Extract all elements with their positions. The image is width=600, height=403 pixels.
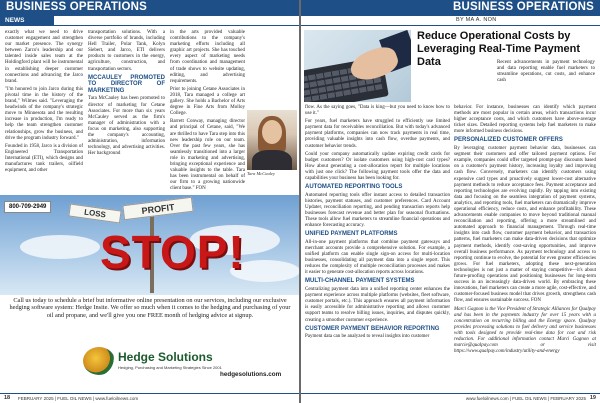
author-byline: BY MA A. NON	[456, 17, 497, 23]
left-column-1	[5, 30, 83, 176]
left-section-title: BUSINESS OPERATIONS	[6, 1, 147, 13]
right-subheader	[301, 16, 600, 26]
right-section-title: BUSINESS OPERATIONS	[453, 1, 594, 13]
left-page	[0, 0, 299, 403]
left-header-bar	[0, 0, 299, 16]
paragraph: Barrett Conway, managing director and principal of Cetane, said, "We are thrilled to have Tara step into this new leadership role on our team. Over the past few years, she has seamlessly transitioned into a larger role in marketing and advertising, bringing exceptional experience and valuable insights to the table. Tara has been instrumental on behalf of our firm to a growing nationwide client base." FON	[170, 119, 245, 192]
section-heading: AUTOMATED REPORTING TOOLS	[305, 184, 403, 191]
paragraph: Payment data can be analyzed to reveal insights into customer	[305, 334, 430, 340]
paragraph: Recent advancements in payment technology and data reporting enable fuel marketers to streamline operations, cut costs, and enhance cash	[497, 60, 595, 84]
paragraph: For years, fuel marketers have struggled to efficiently use limited payment data for receivables reconciliation. But with today's advanced payment platforms, companies can now track payments in real time, providing valuable insights into cash flow, overdue payments, and customer behavior trends.	[305, 119, 450, 149]
footer-info: FEBRUARY 2025 | FUEL OIL NEWS | www.fueloilnews.com	[18, 396, 139, 401]
news-tag: NEWS	[0, 16, 54, 26]
ad-website-link[interactable]: hedgesolutions.com	[220, 371, 282, 378]
photo-face	[262, 120, 282, 144]
article-photo-keyboard	[304, 30, 411, 102]
right-header-bar	[301, 0, 600, 16]
left-footer	[0, 393, 299, 401]
ad-brand-name: Hedge Solutions	[118, 350, 213, 364]
right-column-1	[305, 105, 450, 342]
left-subheader	[0, 16, 299, 26]
hedge-solutions-ad[interactable]	[0, 195, 299, 395]
paragraph: Tara McCauley has been promoted to director of marketing for Cetane Associates. For more than six years McCauley served as the firm's manager of administration with a focus on marketing, also supporting the company's accounting, administration, information technology, and advertising activities. Her background	[88, 96, 165, 157]
paragraph: Prior to joining Cetane Associates in 2018, Tara managed a college art gallery. She holds a Bachelor of Arts degree in Fine Arts from Molloy College.	[170, 86, 245, 117]
paragraph: Founded in 1958, Jarco is a division of Engineered Transportation International (ETI), which designs and manufactures tank trailers, oilfield equipment, and other	[5, 143, 83, 174]
headshot-photo	[247, 110, 297, 170]
stop-headline: STOP!	[100, 226, 245, 278]
paragraph: By leveraging customer payment behavior data, businesses can segment their customers and offer tailored payment options. For example, companies could offer targeted prompt-pay discounts based on a customer's payment history, increasing loyalty and improving cash flow. Conversely, marketers can identify customers using expensive card types and proactively suggest lower-cost alternative payment methods to reduce acceptance fees. Payment acceptance and reporting technologies are evolving rapidly. By tapping into existing data and focusing on the seamless integration of payment systems, analytics, and reporting tools, fuel marketers can dramatically improve operational efficiency, reduce costs, and enhance profitability. These advancements enable companies to move beyond traditional manual reconciliation and reporting, offering a more streamlined and automated approach to financial management. Through real-time insights into cash flow, customer payment behavior, and transaction patterns, fuel marketers can make data-driven decisions that optimize payment methods, identify cost-saving opportunities, and improve overall business performance. As payment technology and access to reporting continue to evolve, the potential for even greater efficiencies grows. For fuel marketers, adopting these next-generation technologies is not just a matter of staying competitive—it's about future-proofing operations and positioning businesses for long-term success in an increasingly data-driven world. By embracing these innovations, fuel marketers can create a more agile, cost-effective, and customer-focused business model that drives growth, strengthens cash flow, and ensures sustainable success. FON	[454, 146, 596, 304]
left-column-3	[170, 30, 245, 194]
intro-column	[497, 60, 595, 86]
section-heading: CUSTOMER PAYMENT BEHAVIOR REPORTING	[305, 325, 440, 332]
paragraph: "I'm honored to join Jarco during this pivotal time in the history of the brand," Wilmes said. "Leveraging the headwinds of the company's strategic move to Minnesota and the resulting increase in production, I'm ready to help the team strengthen customer relationships, grow the business, and drive the program industry forward."	[5, 86, 83, 141]
paragraph: transportation solutions. With a diverse portfolio of brands, including Hell Trailer, Polar Tank, Kolyn Siebert, and Jarco, ETI delivers products to customers in the energy, agriculture, construction, and transportation sectors.	[88, 30, 165, 72]
hedge-solutions-logo-icon	[83, 347, 115, 375]
ad-body-text: Call us today to schedule a brief but informative online presentation on our services, including our exclusive hedging software system: Hedge Insite. We offer so much when it comes to the hedging and purchasing of your oil and propane, and we'll give you one FREE month of hedging advice at signup.	[9, 297, 291, 319]
section-heading: MCCAULEY PROMOTED TO DIRECTOR OF MARKETING	[88, 74, 165, 94]
paragraph: Automated reporting tools offer instant access to detailed transaction histories, payment statuses, and customer preferences. Card Account Updater, reconciliation reporting, and pending transaction reports help businesses forecast revenue and better plan for seasonal fluctuations. These tools allow fuel marketers to streamline financial operations and enhance forecasting accuracy.	[305, 192, 450, 229]
article-headline: Reduce Operational Costs by Leveraging Real-Time Payment Data	[417, 30, 581, 68]
paragraph: All-in-one payment platforms that combine payment gateways and merchant accounts provide a comprehensive solution. For example, a unified platform can enable single sign-on access for multi-location businesses, consolidating all payment data into a single report. This reduces the complexity of multiple reconciliation processes and makes it easier to generate cost-allocation reports across locations.	[305, 239, 450, 276]
section-heading: PERSONALIZED CUSTOMER OFFERS	[454, 137, 563, 144]
paragraph: behavior. For instance, businesses can identify which payment methods are most popular in certain areas, which transactions incur higher acceptance costs, and which customers have above-average ticket sizes. Detailed reporting systems help fuel marketers to make more informed business decisions.	[454, 105, 596, 135]
author-bio: Marci Gagnon is the Vice President of Strategic Alliances for Qualpay and has been in the payments industry for over 15 years with a concentration on recurring billing and the Energy space. Qualpay provides processing solutions to fuel delivery and service businesses with tools designed to provide real-time data for cost and risk reduction. For additional information contact Marci Gagnon at marcie@qualpay.com or visit https://www.qualpay.com/industry/utility-and-energy	[454, 306, 596, 355]
paragraph: exactly what we need to drive customer engagement and strengthen our market presence. The synergy between Zarco's leadership and our talented inside sales team at the Holdingford plant will be instrumental in establishing deeper customer connections and advancing the Jarco brand.	[5, 30, 83, 84]
paragraph: in the arts provided valuable contributions to the company's marketing efforts including all graphic art projects. She has touched every aspect of marketing needs from coordination and management of trade shows to website updating, editing, and advertising requirements.	[170, 30, 245, 84]
loss-sign: LOSS	[68, 203, 121, 223]
section-heading: MULTI-CHANNEL PAYMENT SYSTEMS	[305, 278, 415, 285]
footer-info: www.fueloilnews.com | FUEL OIL NEWS | FEBRUARY 2025	[465, 396, 586, 401]
photo-body	[252, 150, 292, 170]
paragraph: flow. As the saying goes, "Data is king—but you need to know how to use it."	[305, 105, 450, 117]
photo-caption: Tara McCauley	[247, 171, 275, 176]
section-heading: UNIFIED PAYMENT PLATFORMS	[305, 231, 398, 238]
right-column-2	[454, 105, 596, 357]
paragraph: Could your company automatically update expiring credit cards for budget customers? Or isolate customers using high-cost card types? How about generating a cost-allocation report for multiple locations with just one click? The following payment tools offer the data and capabilities your business has been looking for.	[305, 151, 450, 182]
page-number: 19	[589, 395, 596, 401]
page-number: 18	[4, 395, 11, 401]
cloud	[20, 235, 100, 259]
ad-slogan: Hedging, Purchasing and Marketing Strategies Since 2001	[118, 365, 222, 370]
right-page	[301, 0, 600, 403]
ad-phone-number[interactable]: 800-709-2949	[4, 201, 51, 213]
ad-sky-image	[0, 195, 299, 295]
right-footer	[301, 393, 600, 401]
left-column-2	[88, 30, 165, 159]
paragraph: Centralizing payment data into a unified reporting center enhances the payment experience across multiple platforms (websites, fleet software, customer portals, etc.). This approach ensures all payment information is easily accessible for administrative reporting and allows customer support teams to resolve billing issues, inquiries, and disputes quickly, creating a smoother customer experience.	[305, 287, 450, 323]
profit-sign: PROFIT	[122, 197, 193, 220]
